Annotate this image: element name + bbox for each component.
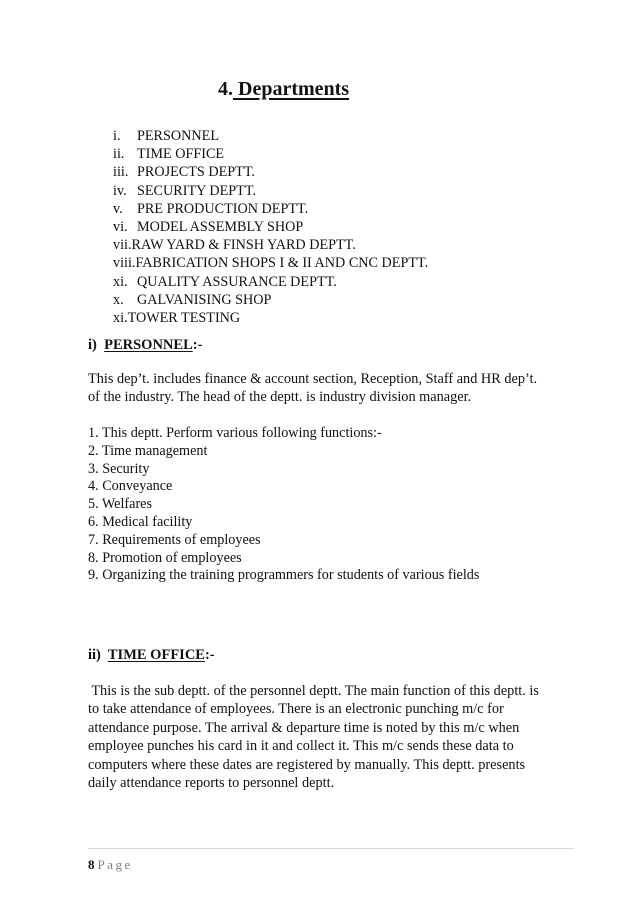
list-item-number: i. (113, 128, 121, 144)
list-item-label: TIME OFFICE (137, 146, 225, 163)
list-item-number: x. (113, 291, 124, 308)
personnel-functions-list (88, 425, 479, 585)
list-item-number: vi. (113, 218, 128, 235)
paragraph-line: of the industry. The head of the deptt. is industry division manager. (88, 389, 472, 406)
heading-text: PERSONNEL (104, 337, 193, 353)
list-item (113, 273, 428, 291)
list-item (113, 309, 428, 327)
list-item-label: QUALITY ASSURANCE DEPTT. (137, 273, 337, 290)
heading-suffix: :- (204, 647, 215, 663)
heading-text: TIME OFFICE (107, 647, 205, 663)
heading-prefix: ii) (88, 647, 101, 663)
list-item (113, 218, 428, 236)
paragraph-line: computers where these dates are registered by manually. This deptt. presents (88, 756, 526, 773)
paragraph-line: to take attendance of employees. There is an electronic punching m/c for (88, 701, 504, 718)
list-item: 2. Time management (88, 442, 208, 459)
list-item-label: PERSONNEL (137, 128, 219, 144)
list-item-label: PRE PRODUCTION DEPTT. (137, 200, 309, 217)
paragraph-line: attendance purpose. The arrival & departure time is noted by this m/c when (88, 719, 520, 736)
list-item-label: MODEL ASSEMBLY SHOP (137, 218, 304, 235)
list-item (113, 200, 428, 218)
paragraph-line: daily attendance reports to personnel deptt. (88, 775, 335, 792)
list-item-label: FABRICATION SHOPS I & II AND CNC DEPTT. (135, 255, 429, 272)
list-item: 1. This deptt. Perform various following functions:- (88, 425, 382, 441)
list-item (113, 127, 428, 145)
list-item-label: TOWER TESTING (127, 309, 241, 326)
paragraph-line: employee punches his card in it and collect it. This m/c sends these data to (88, 738, 514, 755)
section-title (218, 78, 349, 101)
heading-suffix: :- (192, 337, 203, 353)
list-item-label: PROJECTS DEPTT. (137, 164, 255, 181)
list-item (113, 145, 428, 163)
time-office-heading (88, 647, 215, 664)
section-title-text: Departments (233, 78, 350, 100)
list-item: 7. Requirements of employees (88, 531, 261, 548)
list-item-label: RAW YARD & FINSH YARD DEPTT. (131, 237, 356, 254)
paragraph-line: This dep’t. includes finance & account section, Reception, Staff and HR dep’t. (88, 371, 538, 387)
list-item-number: v. (113, 200, 123, 217)
section-number: 4. (218, 78, 233, 100)
list-item-number: iii. (113, 164, 129, 181)
page-number: 8 (88, 857, 95, 872)
list-item-number: iv. (113, 182, 127, 199)
list-item: 6. Medical facility (88, 513, 193, 530)
list-item: 4. Conveyance (88, 478, 173, 495)
list-item-label: SECURITY DEPTT. (137, 182, 257, 199)
list-item: 3. Security (88, 460, 150, 477)
list-item-number: xi. (113, 309, 128, 326)
list-item: 9. Organizing the training programmers for students of various fields (88, 567, 480, 584)
page-label: Page (97, 857, 133, 872)
paragraph-line: This is the sub deptt. of the personnel deptt. The main function of this deptt. is (88, 683, 539, 699)
list-item-number: vii. (113, 237, 132, 254)
page-footer (88, 857, 133, 873)
list-item (113, 163, 428, 181)
list-item (113, 182, 428, 200)
list-item: 5. Welfares (88, 496, 152, 513)
personnel-heading (88, 337, 202, 354)
list-item-number: viii. (113, 255, 136, 272)
personnel-description (88, 370, 578, 407)
list-item (113, 254, 428, 272)
heading-prefix: i) (88, 337, 97, 353)
departments-list (113, 127, 428, 327)
list-item: 8. Promotion of employees (88, 549, 242, 566)
list-item (113, 236, 428, 254)
list-item-label: GALVANISING SHOP (137, 291, 272, 308)
list-item (113, 291, 428, 309)
footer-divider (88, 848, 574, 849)
time-office-description (88, 682, 578, 792)
list-item-number: ii. (113, 146, 125, 163)
list-item-number: xi. (113, 273, 128, 290)
